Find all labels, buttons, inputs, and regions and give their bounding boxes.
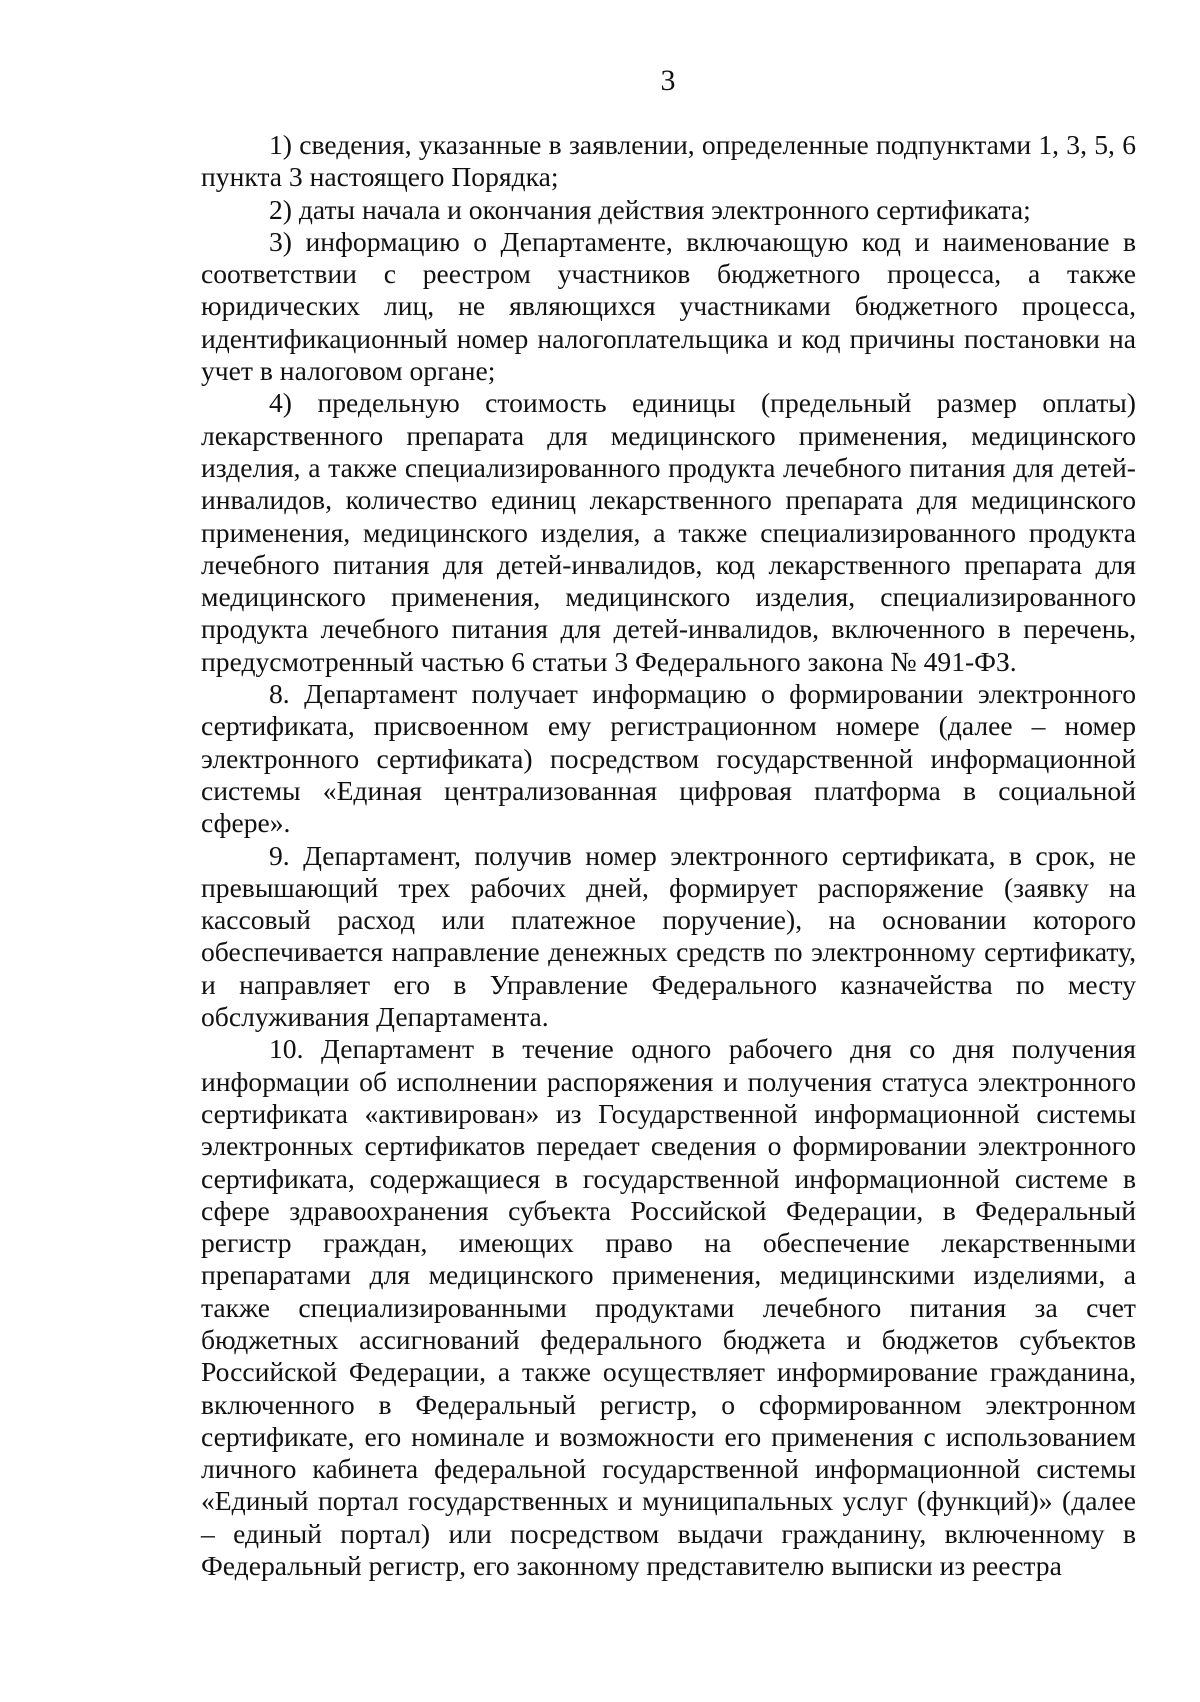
paragraph-item-3-department-info: 3) информацию о Департаменте, включающую код и наименование в соответствии с реестром участников бюджетного процесса, а также юридических лиц, не являющихся участниками бюджетного процесса, идентификационный номер налогоплательщика и код причины постановки на учет в налоговом органе; bbox=[201, 225, 1136, 387]
paragraph-clause-9: 9. Департамент, получив номер электронного сертификата, в срок, не превышающий трех рабочих дней, формирует распоряжение (заявку на кассовый расход или платежное поручение), на основании которого обеспечивается направление денежных средств по электронному сертификату, и направляет его в Управление Федерального казначейства по месту обслуживания Департамента. bbox=[201, 839, 1136, 1033]
page-number: 3 bbox=[660, 64, 676, 97]
paragraph-clause-10: 10. Департамент в течение одного рабочего дня со дня получения информации об исполнении распоряжения и получения статуса электронного сертификата «активирован» из Государственной информационной системы электронных сертификатов передает сведения о формировании электронного сертификата, содержащиеся в государственной информационной системе в сфере здравоохранения субъекта Российской Федерации, в Федеральный регистр граждан, имеющих право на обеспечение лекарственными препаратами для медицинского применения, медицинскими изделиями, а также специализированными продуктами лечебного питания за счет бюджетных ассигнований федерального бюджета и бюджетов субъектов Российской Федерации, а также осуществляет информирование гражданина, включенного в Федеральный регистр, о сформированном электронном сертификате, его номинале и возможности его применения с использованием личного кабинета федеральной государственной информационной системы «Единый портал государственных и муниципальных услуг (функций)» (далее – единый портал) или посредством выдачи гражданину, включенному в Федеральный регистр, его законному представителю выписки из реестра bbox=[201, 1033, 1136, 1582]
paragraph-clause-8: 8. Департамент получает информацию о формировании электронного сертификата, присвоенном ему регистрационном номере (далее – номер электронного сертификата) посредством государственной информационной системы «Единая централизованная цифровая платформа в социальной сфере». bbox=[201, 678, 1136, 839]
paragraph-item-2-dates: 2) даты начала и окончания действия электронного сертификата; bbox=[269, 193, 1031, 225]
body-text bbox=[201, 129, 1136, 1582]
paragraph-item-4-price-limit: 4) предельную стоимость единицы (предельный размер оплаты) лекарственного препарата для медицинского применения, медицинского изделия, а также специализированного продукта лечебного питания для детей-инвалидов, количество единиц лекарственного препарата для медицинского применения, медицинского изделия, а также специализированного продукта лечебного питания для детей-инвалидов, код лекарственного препарата для медицинского применения, медицинского изделия, специализированного продукта лечебного питания для детей-инвалидов, включенного в перечень, предусмотренный частью 6 статьи 3 Федерального закона № 491-ФЗ. bbox=[201, 387, 1136, 677]
paragraph-item-1-details: 1) сведения, указанные в заявлении, определенные подпунктами 1, 3, 5, 6 пункта 3 настоящего Порядка; bbox=[201, 129, 1136, 193]
